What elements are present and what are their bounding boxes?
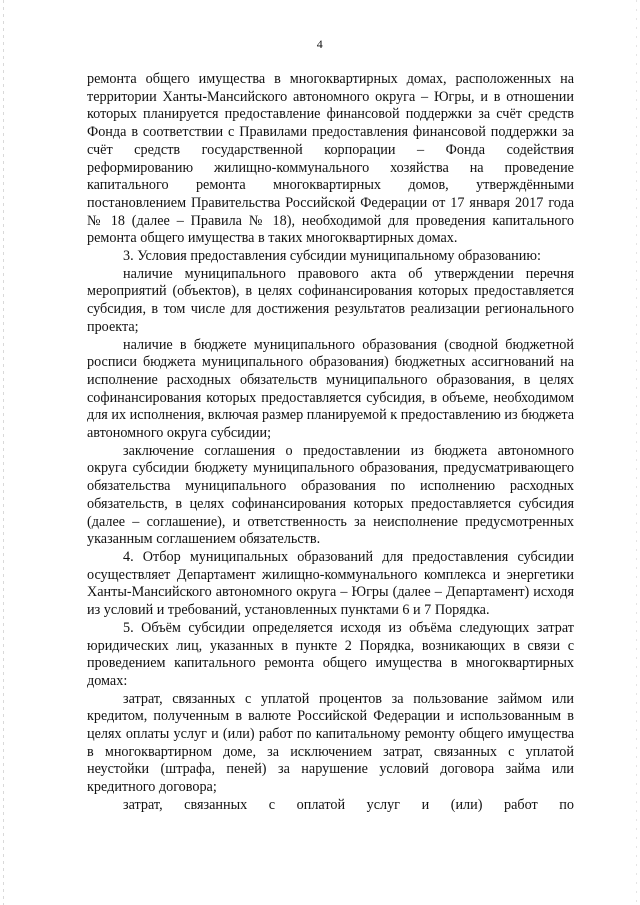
- paragraph-costs-services: затрат, связанных с оплатой услуг и (или) работ по: [123, 796, 574, 813]
- scan-edge-right: [636, 0, 637, 905]
- paragraph-item-3-heading: 3. Условия предоставления субсидии муниципальному образованию:: [123, 248, 541, 265]
- paragraph-costs-interest: затрат, связанных с уплатой процентов за пользование займом или кредитом, полученным в валюте Российской Федерации и использованным в целях оплаты услуг и (или) работ по капитальному ремонту общего имущества в многоквартирном доме, за исключением затрат, связанных с уплатой неустойки (штрафа, пеней) за нарушение условий договора займа или кредитного договора;: [87, 690, 574, 796]
- paragraph-item-4: 4. Отбор муниципальных образований для предоставления субсидии осуществляет Департамент жилищно-коммунального комплекса и энергетики Ханты-Мансийского автономного округа – Югры (далее – Департамент) исходя из условий и требований, установленных пунктами 6 и 7 Порядка.: [87, 548, 574, 619]
- page-number: 4: [316, 37, 324, 51]
- scan-edge-left: [3, 0, 4, 905]
- paragraph-condition-agreement: заключение соглашения о предоставлении из бюджета автономного округа субсидии бюджету муниципального образования, предусматривающего обязательства муниципального образования по исполнению расходных обязательств, в целях софинансирования которых предоставляется субсидия (далее – соглашение), и ответственность за неисполнение предусмотренных указанным соглашением обязательств.: [87, 442, 574, 548]
- paragraph-condition-budget: наличие в бюджете муниципального образования (сводной бюджетной росписи бюджета муниципального образования) бюджетных ассигнований на исполнение расходных обязательств муниципального образования, в целях софинансирования которых предоставляется субсидия, в объеме, необходимом для их исполнения, включая размер планируемой к предоставлению из бюджета автономного округа субсидии;: [87, 336, 574, 442]
- paragraph-item-5: 5. Объём субсидии определяется исходя из объёма следующих затрат юридических лиц, указанных в пункте 2 Порядка, возникающих в связи с проведением капитального ремонта общего имущества в многоквартирных домах:: [87, 619, 574, 689]
- paragraph-continuation: ремонта общего имущества в многоквартирных домах, расположенных на территории Ханты-Мансийского автономного округа – Югры, и в отношении которых планируется предоставление финансовой поддержки за счёт средств Фонда в соответствии с Правилами предоставления финансовой поддержки за счёт средств государственной корпорации – Фонда содействия реформированию жилищно-коммунального хозяйства на проведение капитального ремонта многоквартирных домов, утверждёнными постановлением Правительства Российской Федерации от 17 января 2017 года № 18 (далее – Правила № 18), необходимой для проведения капитального ремонта общего имущества в таких многоквартирных домах.: [87, 71, 574, 247]
- paragraph-condition-legal-act: наличие муниципального правового акта об утверждении перечня мероприятий (объектов), в целях софинансирования которых предоставляется субсидия, в том числе для достижения результатов реализации регионального проекта;: [87, 265, 574, 335]
- document-body: [87, 71, 574, 815]
